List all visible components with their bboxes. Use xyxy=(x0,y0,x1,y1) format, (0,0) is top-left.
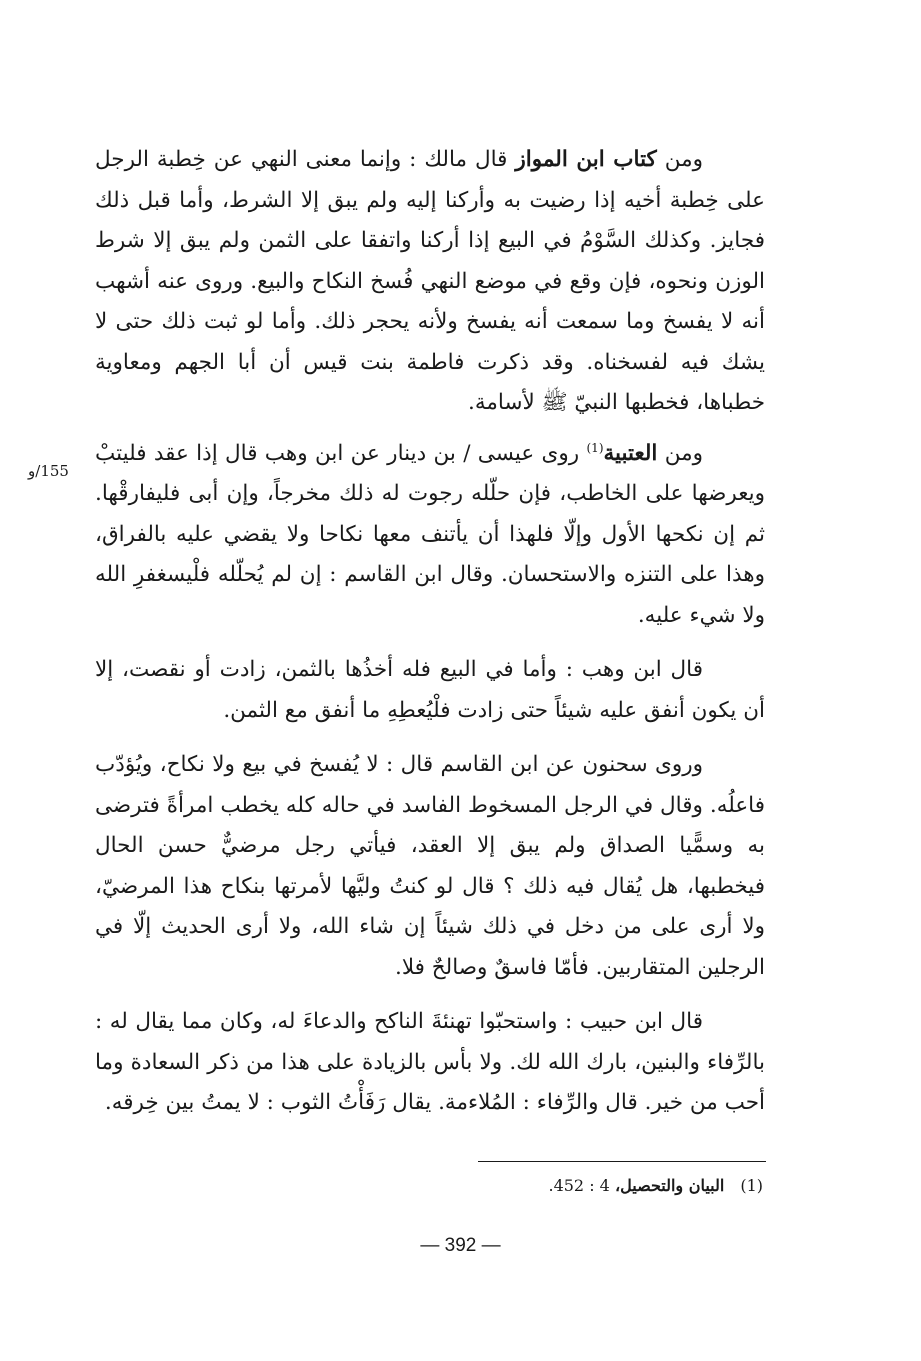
paragraph-2-lead: ومن xyxy=(657,440,703,466)
paragraph-2-source-title: العتبية xyxy=(603,440,658,466)
paragraph-5-body: قال ابن حبيب : واستحبّوا تهنئةَ الناكح والدعاءَ له، وكان مما يقال له : بالرِّفاء والبنين، بارك الله لك. ولا بأس بالزيادة على هذا من ذكر السعادة وما أحب من خير. قال والرِّفاء : المُلاءمة. يقال رَفَأْتُ الثوب : لا يمتُ بين خِرقه. xyxy=(95,1009,765,1115)
paragraph-2-body: روى عيسى / بن دينار عن ابن وهب قال إذا عقد فليتبْ ويعرضها على الخاطب، فإن حلّله رجوت له ذلك مخرجاً، وإن أبى فليفارقْها. ثم إن نكحها الأول وإلّا فلهذا أن يأتنف معها نكاحا ولا يقضي عليه بالفراق، وهذا على التنزه والاستحسان. وقال ابن القاسم : إن لم يُحلّله فلْيسغفرِ الله ولا شيء عليه. xyxy=(95,440,765,628)
footnote xyxy=(548,1176,763,1195)
paragraph-3-body: قال ابن وهب : وأما في البيع فله أخذُها بالثمن، زادت أو نقصت، إلا أن يكون أنفق عليه شيئاً حتى زادت فلْيُعطِهِ ما أنفق مع الثمن. xyxy=(95,657,765,723)
footnote-divider xyxy=(478,1161,766,1162)
footnote-reference[interactable]: (1) xyxy=(586,440,604,455)
paragraph-5 xyxy=(95,1002,765,1124)
footnote-mark: (1) xyxy=(740,1176,763,1195)
footnote-source-title: البيان والتحصيل، xyxy=(614,1176,725,1195)
main-text xyxy=(95,140,765,1124)
paragraph-2 xyxy=(95,434,765,637)
margin-folio-note: 155/و xyxy=(28,462,69,480)
paragraph-1-body: قال مالك : وإنما معنى النهي عن خِطبة الرجل على خِطبة أخيه إذا رضيت به وأركنا إليه ولم يبق إلا الشرط، وأما قبل ذلك فجايز. وكذلك السَّوْمُ في البيع إذا أركنا واتفقا على الثمن ولم يبق إلا شرط الوزن ونحوه، فإن وقع في موضع النهي فُسخ النكاح والبيع. وروى عنه أشهب أنه لا يفسخ وما سمعت أنه يفسخ ولأنه يحجر ذلك. وأما لو ثبت ذلك حتى لا يشك فيه لفسخناه. وقد ذكرت فاطمة بنت قيس أن أبا الجهم ومعاوية خطباها، فخطبها النبيّ ﷺ لأسامة. xyxy=(95,147,765,415)
page-number: — 392 — xyxy=(420,1235,501,1256)
paragraph-3 xyxy=(95,650,765,731)
paragraph-1-lead: ومن xyxy=(656,147,703,172)
footnote-reference-text: 4 : 452. xyxy=(548,1176,610,1195)
paragraph-4-body: وروى سحنون عن ابن القاسم قال : لا يُفسخ في بيع ولا نكاح، ويُؤدّب فاعلُه. وقال في الرجل المسخوط الفاسد في حاله كله يخطب امرأةً فترضى به وسمًّيا الصداق ولم يبق إلا العقد، فيأتي رجل مرضيٌّ حسن الحال فيخطبها، هل يُقال فيه ذلك ؟ قال لو كنتُ وليَّها لأمرتها بنكاح هذا المرضيّ، ولا أرى على من دخل في ذلك شيئاً إن شاء الله، ولا أرى الحديث إلّا في الرجلين المتقاربين. فأمّا فاسقٌ وصالحٌ فلا. xyxy=(95,752,765,980)
paragraph-1 xyxy=(95,140,765,424)
paragraph-4 xyxy=(95,745,765,988)
paragraph-1-source-title: كتاب ابن المواز xyxy=(515,147,657,172)
